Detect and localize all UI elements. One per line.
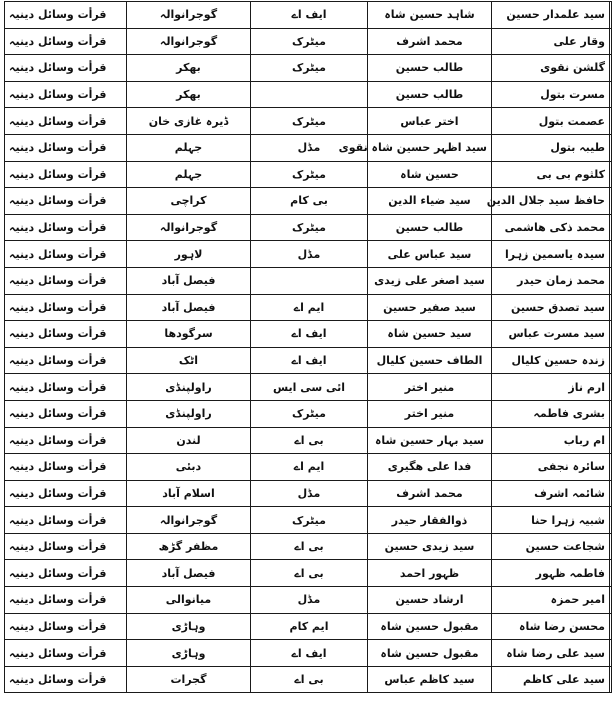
education-cell: بی اے [251, 560, 368, 587]
name-cell: کلثوم بی بی [492, 161, 610, 188]
serial-number-cell [610, 321, 612, 348]
city-cell: وہاڑی [127, 640, 251, 667]
education-cell: بی اے [251, 533, 368, 560]
name-cell: فاطمہ ظہور [492, 560, 610, 587]
name-cell: وقار علی [492, 28, 610, 55]
city-cell: فیصل آباد [127, 294, 251, 321]
father-name-cell: طالب حسین [368, 55, 492, 82]
serial-number-cell [610, 267, 612, 294]
serial-number-cell [610, 454, 612, 481]
name-cell: امیر حمزہ [492, 587, 610, 614]
table-row [5, 666, 612, 693]
table-row [5, 533, 612, 560]
name-cell: سید مسرت عباس [492, 321, 610, 348]
education-cell: ایف اے [251, 640, 368, 667]
father-name-cell: ذوالفقار حیدر [368, 507, 492, 534]
table-row [5, 81, 612, 108]
father-name-cell: سید کاظم عباس [368, 666, 492, 693]
table-row [5, 454, 612, 481]
subject-cell: قرأت وسائل دینیہ [5, 321, 127, 348]
serial-number-cell [610, 55, 612, 82]
city-cell: اسلام آباد [127, 480, 251, 507]
serial-number-cell [610, 28, 612, 55]
name-cell: زندہ حسین کلیال [492, 347, 610, 374]
table-row [5, 161, 612, 188]
father-name-cell: سید بہار حسین شاہ [368, 427, 492, 454]
education-cell: مڈل [251, 587, 368, 614]
city-cell: اٹک [127, 347, 251, 374]
name-cell: سید علمدار حسین [492, 2, 610, 29]
serial-number-cell [610, 294, 612, 321]
city-cell: کراچی [127, 188, 251, 215]
serial-number-cell [610, 161, 612, 188]
education-cell: مڈل [251, 134, 368, 161]
subject-cell: قرأت وسائل دینیہ [5, 267, 127, 294]
subject-cell: قرأت وسائل دینیہ [5, 560, 127, 587]
name-cell: گلشن نقوی [492, 55, 610, 82]
education-cell: میٹرک [251, 507, 368, 534]
table-row [5, 587, 612, 614]
name-cell: سید تصدق حسین [492, 294, 610, 321]
serial-number-cell [610, 108, 612, 135]
education-cell: میٹرک [251, 214, 368, 241]
serial-number-cell [610, 507, 612, 534]
education-cell: مڈل [251, 480, 368, 507]
name-cell: محسن رضا شاہ [492, 613, 610, 640]
name-cell: شائمہ اشرف [492, 480, 610, 507]
city-cell: سرگودھا [127, 321, 251, 348]
name-cell: محمد ذکی ھاشمی [492, 214, 610, 241]
father-name-cell: سید عباس علی [368, 241, 492, 268]
subject-cell: قرأت وسائل دینیہ [5, 347, 127, 374]
father-name-cell: منیر اختر [368, 400, 492, 427]
father-name-cell: شاہد حسین شاہ [368, 2, 492, 29]
city-cell: لندن [127, 427, 251, 454]
father-name-cell: طالب حسین [368, 214, 492, 241]
subject-cell: قرأت وسائل دینیہ [5, 374, 127, 401]
father-name-cell: سید حسین شاہ [368, 321, 492, 348]
table-row [5, 55, 612, 82]
serial-number-cell [610, 640, 612, 667]
father-name-cell: طالب حسین [368, 81, 492, 108]
city-cell: میانوالی [127, 587, 251, 614]
table-row [5, 640, 612, 667]
subject-cell: قرأت وسائل دینیہ [5, 427, 127, 454]
father-name-cell: مقبول حسین شاہ [368, 640, 492, 667]
subject-cell: قرأت وسائل دینیہ [5, 454, 127, 481]
education-cell: میٹرک [251, 161, 368, 188]
table-row [5, 267, 612, 294]
city-cell: ڈیرہ غازی خان [127, 108, 251, 135]
table-row [5, 241, 612, 268]
city-cell: جہلم [127, 161, 251, 188]
city-cell: گوجرانوالہ [127, 214, 251, 241]
city-cell: فیصل آباد [127, 560, 251, 587]
registration-table-body [5, 2, 612, 693]
education-cell: ایم اے [251, 294, 368, 321]
serial-number-cell [610, 400, 612, 427]
city-cell: جہلم [127, 134, 251, 161]
subject-cell: قرأت وسائل دینیہ [5, 480, 127, 507]
city-cell: گوجرانوالہ [127, 2, 251, 29]
subject-cell: قرأت وسائل دینیہ [5, 533, 127, 560]
father-name-cell: اختر عباس [368, 108, 492, 135]
serial-number-cell [610, 81, 612, 108]
education-cell [251, 267, 368, 294]
table-row [5, 400, 612, 427]
education-cell: ایف اے [251, 2, 368, 29]
subject-cell: قرأت وسائل دینیہ [5, 400, 127, 427]
serial-number-cell [610, 427, 612, 454]
name-cell: شبیہ زہرا حنا [492, 507, 610, 534]
subject-cell: قرأت وسائل دینیہ [5, 613, 127, 640]
education-cell: بی اے [251, 427, 368, 454]
city-cell: راولپنڈی [127, 400, 251, 427]
table-row [5, 188, 612, 215]
education-cell: میٹرک [251, 108, 368, 135]
name-cell: حافظ سید جلال الدین [492, 188, 610, 215]
table-row [5, 427, 612, 454]
serial-number-cell [610, 347, 612, 374]
city-cell: گوجرانوالہ [127, 507, 251, 534]
subject-cell: قرأت وسائل دینیہ [5, 108, 127, 135]
serial-number-cell [610, 188, 612, 215]
city-cell: بھکر [127, 55, 251, 82]
father-name-cell: ارشاد حسین [368, 587, 492, 614]
name-cell: طیبہ بتول [492, 134, 610, 161]
city-cell: فیصل آباد [127, 267, 251, 294]
father-name-cell: منیر اختر [368, 374, 492, 401]
name-cell: سید علی رضا شاہ [492, 640, 610, 667]
father-name-cell: سید اصغر علی زیدی [368, 267, 492, 294]
subject-cell: قرأت وسائل دینیہ [5, 55, 127, 82]
city-cell: دبئی [127, 454, 251, 481]
serial-number-cell [610, 374, 612, 401]
serial-number-cell [610, 480, 612, 507]
education-cell: ایم کام [251, 613, 368, 640]
father-name-cell: ظہور احمد [368, 560, 492, 587]
education-cell: ایم اے [251, 454, 368, 481]
education-cell: میٹرک [251, 28, 368, 55]
name-cell: عصمت بتول [492, 108, 610, 135]
city-cell: راولپنڈی [127, 374, 251, 401]
subject-cell: قرأت وسائل دینیہ [5, 188, 127, 215]
name-cell: مسرت بتول [492, 81, 610, 108]
table-row [5, 560, 612, 587]
father-name-cell: سید ضیاء الدین [368, 188, 492, 215]
education-cell: بی کام [251, 188, 368, 215]
name-cell: سید علی کاظم [492, 666, 610, 693]
table-row [5, 28, 612, 55]
name-cell: شجاعت حسین [492, 533, 610, 560]
education-cell: ائی سی ایس [251, 374, 368, 401]
education-cell: بی اے [251, 666, 368, 693]
table-row [5, 480, 612, 507]
city-cell: گجرات [127, 666, 251, 693]
city-cell: مظفر گڑھ [127, 533, 251, 560]
name-cell: سیدہ یاسمین زہرا [492, 241, 610, 268]
subject-cell: قرأت وسائل دینیہ [5, 666, 127, 693]
subject-cell: قرأت وسائل دینیہ [5, 294, 127, 321]
table-row [5, 108, 612, 135]
city-cell: وہاڑی [127, 613, 251, 640]
education-cell: مڈل [251, 241, 368, 268]
serial-number-cell [610, 613, 612, 640]
father-name-cell: حسین شاہ [368, 161, 492, 188]
father-name-cell: سید زیدی حسین [368, 533, 492, 560]
education-cell: ایف اے [251, 321, 368, 348]
education-cell [251, 81, 368, 108]
serial-number-cell [610, 560, 612, 587]
education-cell: میٹرک [251, 55, 368, 82]
table-row [5, 507, 612, 534]
name-cell: ام رباب [492, 427, 610, 454]
table-row [5, 374, 612, 401]
father-name-cell: سید اظہر حسین شاہ نقوی [368, 134, 492, 161]
father-name-cell: مقبول حسین شاہ [368, 613, 492, 640]
registration-table [4, 1, 612, 693]
table-row [5, 294, 612, 321]
subject-cell: قرأت وسائل دینیہ [5, 134, 127, 161]
serial-number-cell [610, 241, 612, 268]
father-name-cell: الطاف حسین کلیال [368, 347, 492, 374]
city-cell: بھکر [127, 81, 251, 108]
table-row [5, 321, 612, 348]
table-row [5, 214, 612, 241]
subject-cell: قرأت وسائل دینیہ [5, 640, 127, 667]
serial-number-cell [610, 666, 612, 693]
subject-cell: قرأت وسائل دینیہ [5, 161, 127, 188]
serial-number-cell [610, 134, 612, 161]
serial-number-cell [610, 2, 612, 29]
serial-number-cell [610, 533, 612, 560]
name-cell: ارم ناز [492, 374, 610, 401]
subject-cell: قرأت وسائل دینیہ [5, 28, 127, 55]
name-cell: سائرہ نجفی [492, 454, 610, 481]
subject-cell: قرأت وسائل دینیہ [5, 507, 127, 534]
subject-cell: قرأت وسائل دینیہ [5, 81, 127, 108]
name-cell: محمد زمان حیدر [492, 267, 610, 294]
subject-cell: قرأت وسائل دینیہ [5, 2, 127, 29]
subject-cell: قرأت وسائل دینیہ [5, 241, 127, 268]
table-row [5, 134, 612, 161]
serial-number-cell [610, 214, 612, 241]
father-name-cell: فدا علی ھگیری [368, 454, 492, 481]
father-name-cell: محمد اشرف [368, 28, 492, 55]
table-row [5, 347, 612, 374]
subject-cell: قرأت وسائل دینیہ [5, 587, 127, 614]
education-cell: ایف اے [251, 347, 368, 374]
subject-cell: قرأت وسائل دینیہ [5, 214, 127, 241]
education-cell: میٹرک [251, 400, 368, 427]
father-name-cell: سید صفیر حسین [368, 294, 492, 321]
city-cell: لاہور [127, 241, 251, 268]
name-cell: بشری فاطمہ [492, 400, 610, 427]
city-cell: گوجرانوالہ [127, 28, 251, 55]
table-row [5, 2, 612, 29]
father-name-cell: محمد اشرف [368, 480, 492, 507]
table-row [5, 613, 612, 640]
serial-number-cell [610, 587, 612, 614]
